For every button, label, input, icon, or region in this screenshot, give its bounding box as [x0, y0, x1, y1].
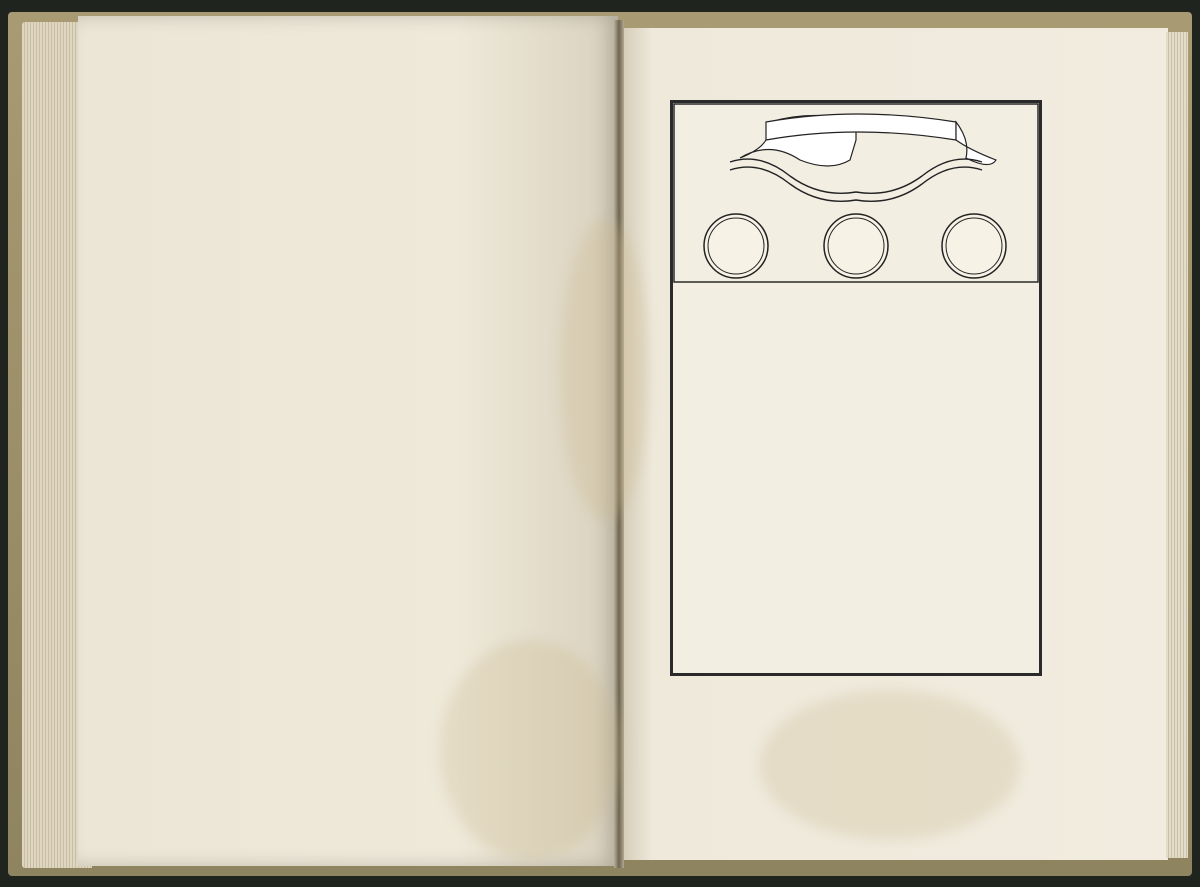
page-edges-right [1166, 32, 1188, 858]
counterpoint-table [676, 288, 1038, 670]
water-stain [560, 220, 650, 520]
water-stain [760, 690, 1020, 840]
voice-medallion [824, 214, 888, 278]
chapter-heading [232, 196, 266, 215]
water-stain [440, 640, 620, 860]
voice-medallion [942, 214, 1006, 278]
voice-medallion [704, 214, 768, 278]
woodcut-banner [670, 100, 1042, 286]
